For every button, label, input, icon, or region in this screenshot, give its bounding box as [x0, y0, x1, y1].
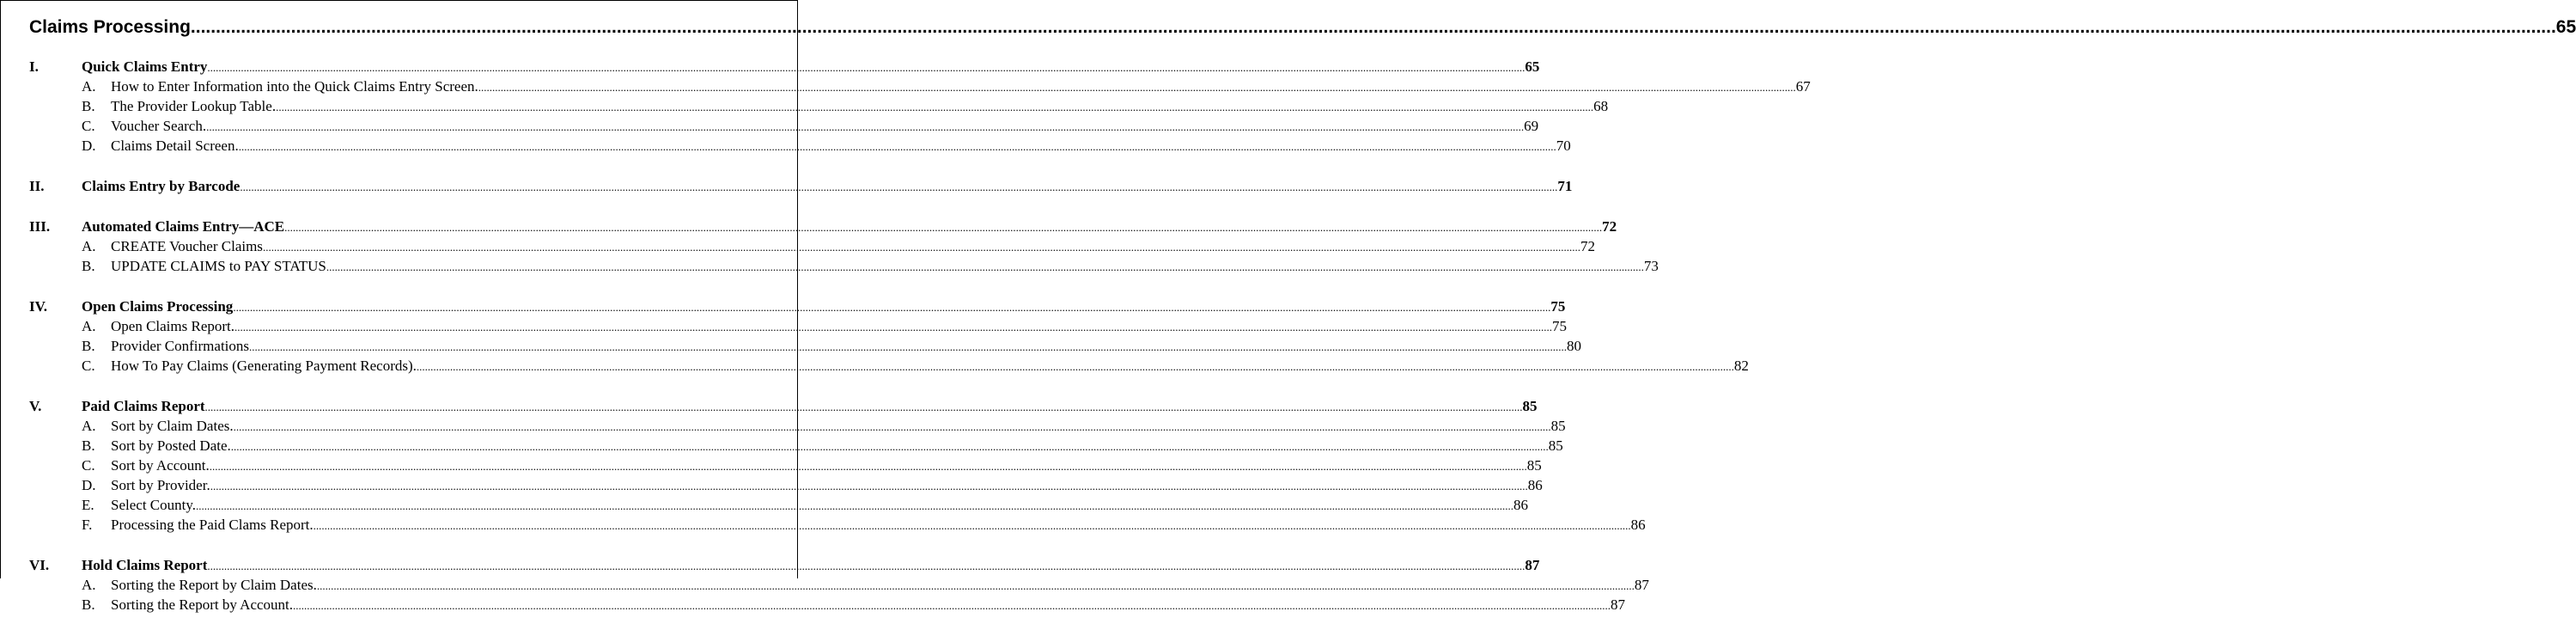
subsection-letter: C. — [82, 118, 95, 134]
dot-leader — [234, 417, 1551, 437]
subsection-body — [111, 237, 1595, 257]
subsection-entry[interactable] — [29, 257, 1659, 277]
section-page-number: 75 — [1550, 298, 1566, 315]
dot-leader — [263, 237, 1580, 257]
section-page-number: 85 — [1522, 398, 1538, 414]
subsection-body — [111, 357, 1749, 376]
dot-leader — [317, 576, 1635, 596]
subsection-entry[interactable] — [29, 596, 1626, 615]
dot-leader — [205, 397, 1523, 417]
subsection-title: Sort by Posted Date. — [111, 437, 231, 454]
subsection-title: How to Enter Information into the Quick Claims Entry Screen. — [111, 78, 478, 95]
section-entry — [82, 58, 1540, 77]
subsection-title: Provider Confirmations — [111, 338, 250, 354]
subsection-entry[interactable] — [29, 97, 1609, 117]
section-heading[interactable] — [29, 397, 1538, 417]
section-page-number: 71 — [1557, 178, 1573, 194]
dot-leader — [191, 15, 2556, 40]
subsection-entry[interactable] — [29, 77, 1811, 97]
subsection-letter: F. — [82, 517, 93, 533]
section-title: Quick Claims Entry — [82, 58, 208, 75]
toc-sections — [29, 58, 1811, 636]
subsection-body — [111, 337, 1582, 357]
subsection-letter: C. — [82, 457, 95, 474]
subsection-title: Select County. — [111, 497, 196, 513]
subsection-body — [111, 77, 1811, 97]
subsection-body — [111, 496, 1528, 516]
dot-leader — [207, 556, 1525, 576]
dot-leader — [276, 97, 1593, 117]
subsection-page-number: 82 — [1733, 358, 1749, 374]
section-heading[interactable] — [29, 556, 1540, 576]
section-entry — [82, 397, 1538, 417]
subsection-letter: E. — [82, 497, 94, 513]
subsection-title: Sorting the Report by Account. — [111, 596, 294, 613]
subsection-entry[interactable] — [29, 496, 1528, 516]
subsection-title: The Provider Lookup Table. — [111, 98, 277, 114]
chapter-title-line[interactable] — [29, 15, 2576, 40]
section-entry — [82, 297, 1566, 317]
subsection-entry[interactable] — [29, 137, 1571, 156]
dot-leader — [196, 496, 1513, 516]
section-title: Claims Entry by Barcode — [82, 178, 241, 194]
subsection-body — [111, 596, 1626, 615]
section-entry — [82, 217, 1617, 237]
subsection-page-number: 85 — [1548, 437, 1563, 454]
subsection-entry[interactable] — [29, 117, 1539, 137]
dot-leader — [326, 257, 1644, 277]
subsection-title: CREATE Voucher Claims — [111, 238, 263, 254]
subsection-entry[interactable] — [29, 476, 1543, 496]
section-heading[interactable] — [29, 58, 1540, 77]
dot-leader — [239, 137, 1556, 156]
section-page-number: 87 — [1525, 557, 1540, 573]
subsection-page-number: 86 — [1513, 497, 1528, 513]
chapter-title: Claims Processing — [29, 17, 191, 37]
dot-leader — [233, 297, 1550, 317]
subsection-page-number: 73 — [1643, 258, 1659, 274]
dot-leader — [207, 58, 1525, 77]
dot-leader — [284, 217, 1602, 237]
section-entry — [82, 177, 1573, 197]
subsection-body — [111, 257, 1659, 277]
subsection-entry[interactable] — [29, 516, 1646, 535]
subsection-entry[interactable] — [29, 576, 1649, 596]
subsection-page-number: 80 — [1567, 338, 1582, 354]
subsection-title: How To Pay Claims (Generating Payment Records). — [111, 358, 417, 374]
subsection-letter: A. — [82, 238, 96, 254]
section-title: Automated Claims Entry—ACE — [82, 218, 285, 235]
subsection-letter: B. — [82, 258, 95, 274]
subsection-page-number: 86 — [1527, 477, 1543, 493]
dot-leader — [314, 516, 1631, 535]
subsection-page-number: 87 — [1611, 596, 1626, 613]
toc-section — [29, 177, 1573, 197]
toc-section — [29, 297, 1749, 376]
subsection-title: Open Claims Report. — [111, 318, 235, 334]
subsection-entry[interactable] — [29, 337, 1582, 357]
subsection-page-number: 72 — [1580, 238, 1595, 254]
subsection-body — [111, 317, 1568, 337]
subsection-page-number: 69 — [1524, 118, 1539, 134]
toc-section — [29, 217, 1659, 277]
section-heading[interactable] — [29, 217, 1617, 237]
subsection-page-number: 86 — [1630, 517, 1646, 533]
dot-leader — [210, 456, 1527, 476]
subsection-page-number: 87 — [1634, 577, 1649, 593]
dot-leader — [249, 337, 1567, 357]
dot-leader — [293, 596, 1611, 615]
subsection-entry[interactable] — [29, 237, 1595, 257]
subsection-letter: D. — [82, 138, 96, 154]
section-numeral: III. — [29, 218, 51, 235]
subsection-title: Sort by Provider. — [111, 477, 210, 493]
section-numeral: VI. — [29, 557, 50, 573]
dot-leader — [206, 117, 1524, 137]
subsection-title: Sorting the Report by Claim Dates. — [111, 577, 317, 593]
section-numeral: IV. — [29, 298, 47, 315]
chapter-page-number: 65 — [2555, 17, 2576, 37]
subsection-page-number: 70 — [1556, 138, 1571, 154]
dot-leader — [240, 177, 1557, 197]
subsection-page-number: 85 — [1550, 418, 1566, 434]
section-title: Open Claims Processing — [82, 298, 234, 315]
subsection-page-number: 85 — [1526, 457, 1542, 474]
dot-leader — [210, 476, 1528, 496]
subsection-entry[interactable] — [29, 456, 1542, 476]
section-heading[interactable] — [29, 297, 1566, 317]
toc-section — [29, 397, 1646, 535]
subsection-body — [111, 456, 1542, 476]
subsection-title: Voucher Search. — [111, 118, 207, 134]
subsection-body — [111, 437, 1563, 456]
section-numeral: II. — [29, 178, 45, 194]
section-heading[interactable] — [29, 177, 1573, 197]
subsection-body — [111, 516, 1646, 535]
subsection-page-number: 67 — [1795, 78, 1811, 95]
dot-leader — [234, 317, 1552, 337]
subsection-letter: B. — [82, 437, 95, 454]
subsection-letter: C. — [82, 358, 95, 374]
subsection-letter: D. — [82, 477, 96, 493]
section-page-number: 72 — [1602, 218, 1617, 235]
subsection-page-number: 68 — [1593, 98, 1609, 114]
subsection-entry[interactable] — [29, 317, 1568, 337]
subsection-letter: B. — [82, 338, 95, 354]
subsection-entry[interactable] — [29, 437, 1563, 456]
subsection-body — [111, 576, 1649, 596]
subsection-letter: A. — [82, 418, 96, 434]
subsection-title: Sort by Claim Dates. — [111, 418, 234, 434]
subsection-page-number: 75 — [1552, 318, 1568, 334]
subsection-body — [111, 97, 1609, 117]
subsection-letter: B. — [82, 98, 95, 114]
subsection-letter: B. — [82, 596, 95, 613]
section-title: Hold Claims Report — [82, 557, 208, 573]
subsection-title: Claims Detail Screen. — [111, 138, 239, 154]
subsection-letter: A. — [82, 78, 96, 95]
subsection-title: Processing the Paid Clams Report. — [111, 517, 314, 533]
dot-leader — [231, 437, 1549, 456]
subsection-letter: A. — [82, 318, 96, 334]
section-title: Paid Claims Report — [82, 398, 205, 414]
section-page-number: 65 — [1525, 58, 1540, 75]
subsection-body — [111, 476, 1543, 496]
dot-leader — [478, 77, 1796, 97]
subsection-body — [111, 417, 1566, 437]
subsection-body — [111, 117, 1539, 137]
subsection-body — [111, 137, 1571, 156]
subsection-letter: A. — [82, 577, 96, 593]
dot-leader — [417, 357, 1734, 376]
toc-section — [29, 556, 1649, 615]
section-numeral: I. — [29, 58, 39, 75]
section-numeral: V. — [29, 398, 42, 414]
subsection-entry[interactable] — [29, 417, 1566, 437]
subsection-title: UPDATE CLAIMS to PAY STATUS — [111, 258, 326, 274]
subsection-entry[interactable] — [29, 357, 1749, 376]
subsection-title: Sort by Account. — [111, 457, 210, 474]
section-entry — [82, 556, 1540, 576]
toc-section — [29, 58, 1811, 156]
